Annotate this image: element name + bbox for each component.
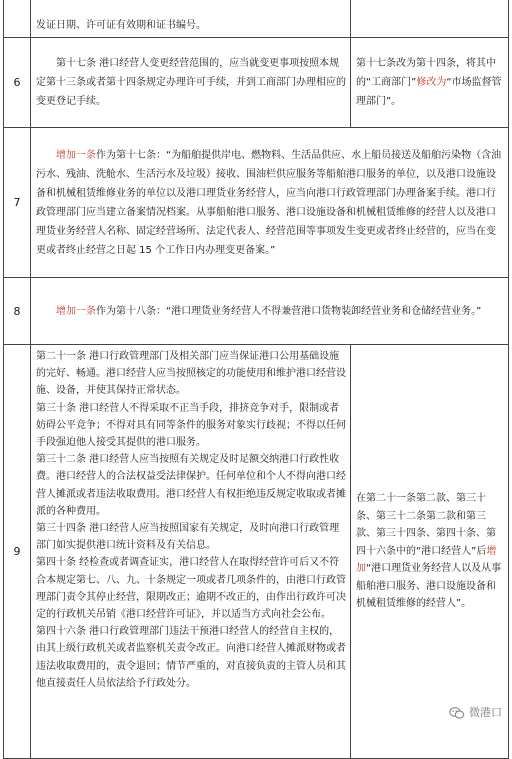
original-text: 第十七条 港口经营人变更经营范围的，应当就变更事项按照本规定第十三条或者第十四条规定办理许可手续，并到工商部门办理相应的变更登记手续。 <box>36 58 346 107</box>
wechat-icon <box>449 706 465 720</box>
amendment-text <box>356 54 504 111</box>
amendment-keyword: 增加 <box>356 545 497 575</box>
original-paragraph: 第三十二条 港口经营人应当按照有关规定及时足额交纳港口行政性收费。港口经营人的合法权益受法律保护。任何单位和个人不得向港口经营人摊派或者违法收取费用。港口经营人有权拒绝违反规定收取或者摊派的各种费用。 <box>36 454 346 517</box>
new-article-text <box>36 146 504 260</box>
amendment-text-part: “市场监督管理部门”。 <box>356 77 502 107</box>
amendment-text-cell <box>351 345 509 759</box>
row-number: 7 <box>4 128 31 278</box>
original-text-cell <box>31 345 351 759</box>
table-row <box>4 38 509 128</box>
original-paragraph: 第三十四条 港口经营人应当按照国家有关规定，及时向港口行政管理部门如实提供港口统计资料及有关信息。 <box>36 523 340 552</box>
new-article-body: 作为第十七条：“为船舶提供岸电、燃物料、生活品供应、水上船员接送及船舶污染物（含油污水、残油、洗舱水、生活污水及垃圾）接收、围油栏供应服务等船舶港口服务的单位，以及港口设施设备和机械租赁维修业务的单位以及港口理货业务经营人，应当向港口行政管理部门办理备案手续。港口行政管理部门应当建立备案情况档案。从事船舶港口服务、港口设施设备和机械租赁维修的经营人以及港口理货业务经营人名称、固定经营场所、法定代表人、经营范围等事项发生变更或者终止经营的，应当在变更或者终止经营之日起 15 个工作日内办理变更备案。” <box>36 149 502 256</box>
amendment-text-part: 在第二十一条第二款、第三十条、第三十二条第二款和第三款、第三十四条、第四十条、第四十六条中的“港口经营人”后 <box>356 493 496 557</box>
amendment-text-part: “港口理货业务经营人以及从事船舶港口服务、港口设施设备和机械租赁维修的经营人”。 <box>356 563 502 610</box>
amendment-text-cell <box>351 0 509 38</box>
amendment-keyword: 修改为 <box>416 77 447 88</box>
new-article-text <box>36 302 504 321</box>
watermark-text: 微港口 <box>469 706 502 719</box>
amendment-text-cell <box>351 38 509 128</box>
row-number: 8 <box>4 278 31 345</box>
amendment-table <box>3 0 509 759</box>
new-article-body: 作为第十八条：“港口理货业务经营人不得兼营港口货物装卸经营业务和仓储经营业务。” <box>96 305 482 317</box>
original-text-cell <box>31 38 351 128</box>
amendment-text-part: 第十七条改为第十四条，将其中的“工商部门” <box>356 58 496 88</box>
new-article-cell <box>31 278 509 345</box>
original-paragraph: 第四十六条 港口行政管理部门违法干预港口经营人的经营自主权的，由其上级行政机关或者监察机关责令改正。向港口经营人摊派财物或者违法收取费用的，责令退回；情节严重的，对直接负责的主管人员和其他直接责任人员依法给予行政处分。 <box>36 626 346 689</box>
table-row <box>4 0 509 38</box>
amendment-text <box>356 490 504 613</box>
amendment-keyword: 增加一条 <box>56 305 96 317</box>
original-text: 发证日期、许可证有效期和证书编号。 <box>36 20 206 31</box>
original-paragraph: 第三十条 港口经营人不得采取不正当手段，排挤竞争对手，限制或者妨碍公平竞争；不得对具有同等条件的服务对象实行歧视；不得以任何手段强迫他人接受其提供的港口服务。 <box>36 402 346 449</box>
original-paragraph: 第二十一条 港口行政管理部门及相关部门应当保证港口公用基础设施的完好、畅通。港口经营人应当按照核定的功能使用和维护港口经营设施、设备，并使其保持正常状态。 <box>36 351 346 397</box>
row-number: 9 <box>4 345 31 759</box>
original-text-cell <box>31 0 351 38</box>
row-number: 6 <box>4 38 31 128</box>
table-row <box>4 278 509 345</box>
table-row <box>4 128 509 278</box>
row-number <box>4 0 31 38</box>
table-row <box>4 345 509 759</box>
amendment-keyword: 增加一条 <box>56 149 96 161</box>
new-article-cell <box>31 128 509 278</box>
original-paragraph: 第四十条 经检查或者调查证实，港口经营人在取得经营许可后又不符合本规定第七、八、九、十条规定一项或者几项条件的，由港口行政管理部门责令其停止经营，限期改正；逾期不改正的，由作出行政许可决定的行政机关吊销《港口经营许可证》，并以适当方式向社会公布。 <box>36 557 346 621</box>
watermark <box>447 703 504 722</box>
